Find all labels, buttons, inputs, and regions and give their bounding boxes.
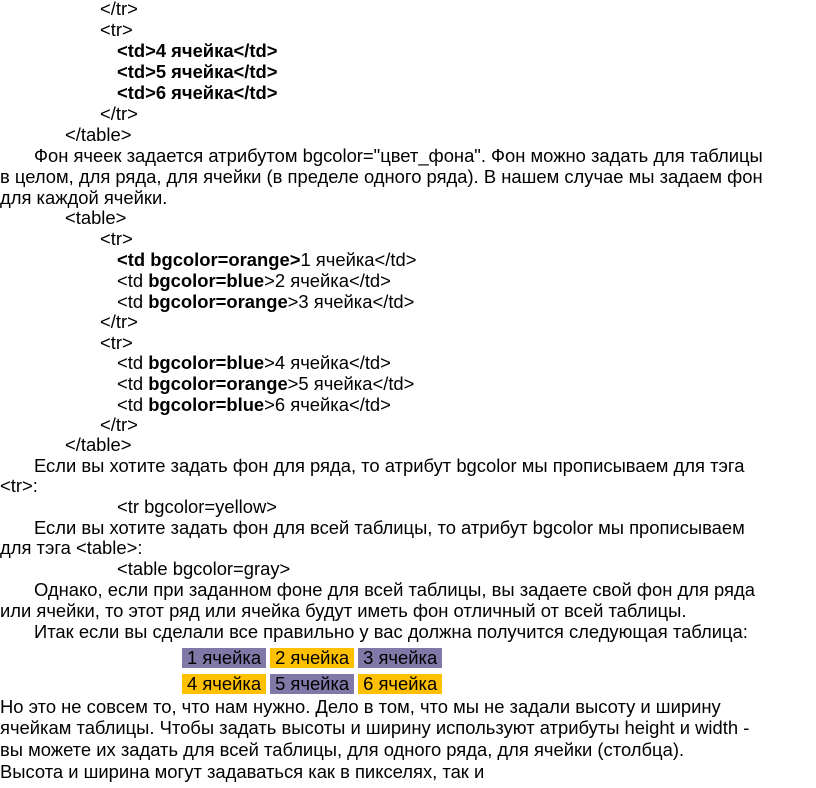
code-td-bgcolor (117, 249, 416, 270)
code-attr: bgcolor=orange (150, 249, 290, 270)
code-tr-close: </tr> (100, 103, 138, 124)
demo-colored-table (178, 642, 446, 700)
code-attr: bgcolor=orange (148, 373, 288, 394)
code-tr-open: <tr> (100, 19, 133, 40)
code-tag-close: > (289, 249, 301, 270)
paragraph-line: для каждой ячейки. (0, 187, 168, 208)
table-cell: 6 ячейка (358, 674, 442, 694)
code-td-bgcolor (117, 394, 391, 415)
code-attr: bgcolor=blue (148, 270, 265, 291)
code-td-bgcolor (117, 352, 391, 373)
code-tr-close: </tr> (100, 311, 138, 332)
code-table-bgcolor: <table bgcolor=gray> (117, 558, 291, 579)
code-cell-text: 2 ячейка</td> (274, 270, 391, 291)
paragraph-line: или ячейки, то этот ряд или ячейка будут иметь фон отличный от всей таблицы. (0, 600, 687, 621)
code-tag-close: > (264, 352, 275, 373)
paragraph-line: вы можете их задать для всей таблицы, для одного ряда, для ячейки (столбца). (0, 739, 685, 760)
code-tag-close: > (287, 291, 299, 312)
code-attr: bgcolor=orange (148, 291, 288, 312)
code-cell-text: 5 ячейка</td> (298, 373, 415, 394)
code-td-bgcolor (117, 373, 414, 394)
code-tag-open: <td (117, 249, 146, 270)
code-td-4: <td>4 ячейка</td> (117, 40, 278, 61)
code-tr-bgcolor: <tr bgcolor=yellow> (117, 496, 277, 517)
paragraph-line: ячейкам таблицы. Чтобы задать высоты и ширину используют атрибуты height и width - (0, 717, 750, 738)
table-cell: 1 ячейка (182, 648, 266, 668)
code-td-bgcolor (117, 291, 414, 312)
code-tag-close: > (264, 394, 275, 415)
code-cell-text: 4 ячейка</td> (274, 352, 391, 373)
paragraph-line: Однако, если при заданном фоне для всей таблицы, вы задаете свой фон для ряда (34, 579, 755, 600)
code-tag-close: > (264, 270, 275, 291)
code-tag-open: <td (117, 373, 149, 394)
paragraph-line: Если вы хотите задать фон для ряда, то атрибут bgcolor мы прописываем для тэга (34, 455, 745, 476)
code-tr-open: <tr> (100, 228, 133, 249)
table-row (182, 648, 442, 668)
code-attr: bgcolor=blue (148, 352, 265, 373)
code-table-close: </table> (65, 434, 132, 455)
code-tr-close: </tr> (100, 0, 138, 19)
code-td-bgcolor (117, 270, 391, 291)
code-td-6: <td>6 ячейка</td> (117, 82, 278, 103)
code-tag-open: <td (117, 270, 149, 291)
table-cell: 2 ячейка (270, 648, 354, 668)
code-cell-text: 1 ячейка</td> (300, 249, 417, 270)
code-cell-text: 3 ячейка</td> (298, 291, 415, 312)
paragraph-line: <tr>: (0, 475, 38, 496)
code-td-5: <td>5 ячейка</td> (117, 61, 278, 82)
code-tr-open: <tr> (100, 332, 133, 353)
table-row (182, 674, 442, 694)
code-tag-open: <td (117, 291, 149, 312)
code-table-open: <table> (65, 207, 127, 228)
table-cell: 4 ячейка (182, 674, 266, 694)
table-cell: 3 ячейка (358, 648, 442, 668)
code-cell-text: 6 ячейка</td> (274, 394, 391, 415)
paragraph-line: Фон ячеек задается атрибутом bgcolor="цвет_фона". Фон можно задать для таблицы (34, 145, 763, 166)
table-cell: 5 ячейка (270, 674, 354, 694)
paragraph-line: Высота и ширина могут задаваться как в пикселях, так и (0, 761, 485, 782)
paragraph-line: Но это не совсем то, что нам нужно. Дело в том, что мы не задали высоту и ширину (0, 696, 721, 717)
paragraph-line: для тэга <table>: (0, 537, 143, 558)
code-tag-close: > (287, 373, 299, 394)
code-table-close: </table> (65, 124, 132, 145)
code-tag-open: <td (117, 394, 149, 415)
code-tag-open: <td (117, 352, 149, 373)
code-attr: bgcolor=blue (148, 394, 265, 415)
paragraph-line: в целом, для ряда, для ячейки (в пределе одного ряда). В нашем случае мы задаем фон (0, 166, 763, 187)
code-tr-close: </tr> (100, 414, 138, 435)
paragraph-line: Если вы хотите задать фон для всей таблицы, то атрибут bgcolor мы прописываем (34, 517, 745, 538)
paragraph-line: Итак если вы сделали все правильно у вас должна получится следующая таблица: (34, 621, 748, 642)
